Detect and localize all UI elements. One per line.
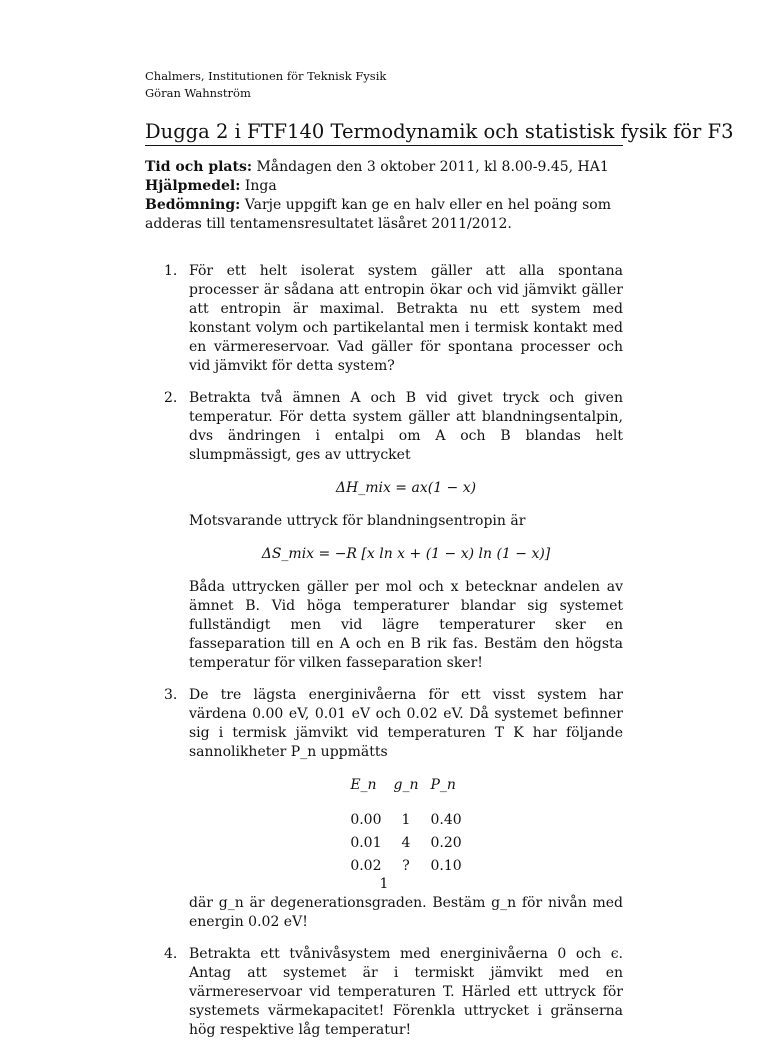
problem-number: 3. [164,687,178,703]
aids-label: Hjälpmedel: [145,178,241,194]
table-cell: 0.01 [350,835,382,851]
problem-list [145,262,623,1040]
exam-meta [145,158,623,234]
time-value: Måndagen den 3 oktober 2011, kl 8.00-9.45, HA1 [256,159,609,175]
table-cell: 0.00 [350,812,382,828]
time-and-place [145,158,623,177]
column-header: P_n [430,777,456,793]
problem-number: 4. [164,946,178,962]
table-row [344,855,467,878]
grading-value: Varje uppgift kan ge en halv eller en hel poäng som adderas till tentamensresultatet läsåret 2011/2012. [145,197,612,232]
table-row [344,809,467,832]
problem-text-middle: Motsvarande uttryck för blandningsentropin är [189,513,526,529]
table-cell: 4 [401,835,411,851]
table-cell: 0.40 [430,812,462,828]
problem-2 [145,389,623,673]
time-label: Tid och plats: [145,159,253,175]
table-cell: 1 [401,812,411,828]
problem-1 [145,262,623,376]
grading [145,196,623,234]
column-header: E_n [350,777,377,793]
grading-label: Bedömning: [145,197,241,213]
problem-text: Betrakta ett tvånivåsystem med energinivåerna 0 och ϵ. Antag att systemet är i termiskt jämvikt med en värmereservoar vid temperaturen T. Härled ett uttryck för systemets värmekapacitet! Förenkla uttrycket i gränserna hög respektive låg temperatur! [189,946,623,1038]
energy-level-table [344,776,467,878]
entropy-equation: ΔS_mix = −R [x ln x + (1 − x) ln (1 − x)] [261,546,551,562]
aids-value: Inga [244,178,277,194]
document-header [145,68,386,102]
enthalpy-equation: ΔH_mix = ax(1 − x) [335,480,477,496]
problem-text-end: där g_n är degenerationsgraden. Bestäm g_n för nivån med energin 0.02 eV! [189,895,623,930]
problem-text: För ett helt isolerat system gäller att alla spontana processer är sådana att entropin ökar och vid jämvikt gäller att entropin är maximal. Betrakta nu ett system med konstant volym och partikelantal men i termisk kontakt med en värmereservoar. Vad gäller för spontana processer och vid jämvikt för detta system? [189,263,623,374]
problem-3 [145,686,623,932]
table-header-row [344,776,467,809]
table-cell: 0.02 [350,858,382,874]
problem-4 [145,945,623,1040]
problem-text-end: Båda uttrycken gäller per mol och x betecknar andelen av ämnet B. Vid höga temperaturer blandar sig systemet fullständigt men vid lägre temperaturer sker en fasseparation till en A och en B rik fas. Bestäm den högsta temperatur för vilken fasseparation sker! [189,579,623,671]
author-line: Göran Wahnström [145,86,251,100]
document-title: Dugga 2 i FTF140 Termodynamik och statistisk fysik för F3 [145,120,623,146]
aids [145,177,623,196]
column-header: g_n [393,777,419,793]
problem-number: 2. [164,390,178,406]
problem-text-intro: De tre lägsta energinivåerna för ett visst system har värdena 0.00 eV, 0.01 eV och 0.02 eV. Då systemet befinner sig i termisk jämvikt vid temperaturen T K har följande sannolikheter P_n uppmätts [189,687,623,760]
page-number: 1 [379,876,389,892]
table-row [344,832,467,855]
problem-text-intro: Betrakta två ämnen A och B vid givet tryck och given temperatur. För detta system gäller att blandningsentalpin, dvs ändringen i entalpi om A och B blandas helt slumpmässigt, ges av uttrycket [189,390,623,463]
table-cell: 0.20 [430,835,462,851]
institution-line: Chalmers, Institutionen för Teknisk Fysik [145,69,387,83]
table-cell: ? [402,858,410,874]
table-cell: 0.10 [430,858,462,874]
problem-number: 1. [164,263,178,279]
